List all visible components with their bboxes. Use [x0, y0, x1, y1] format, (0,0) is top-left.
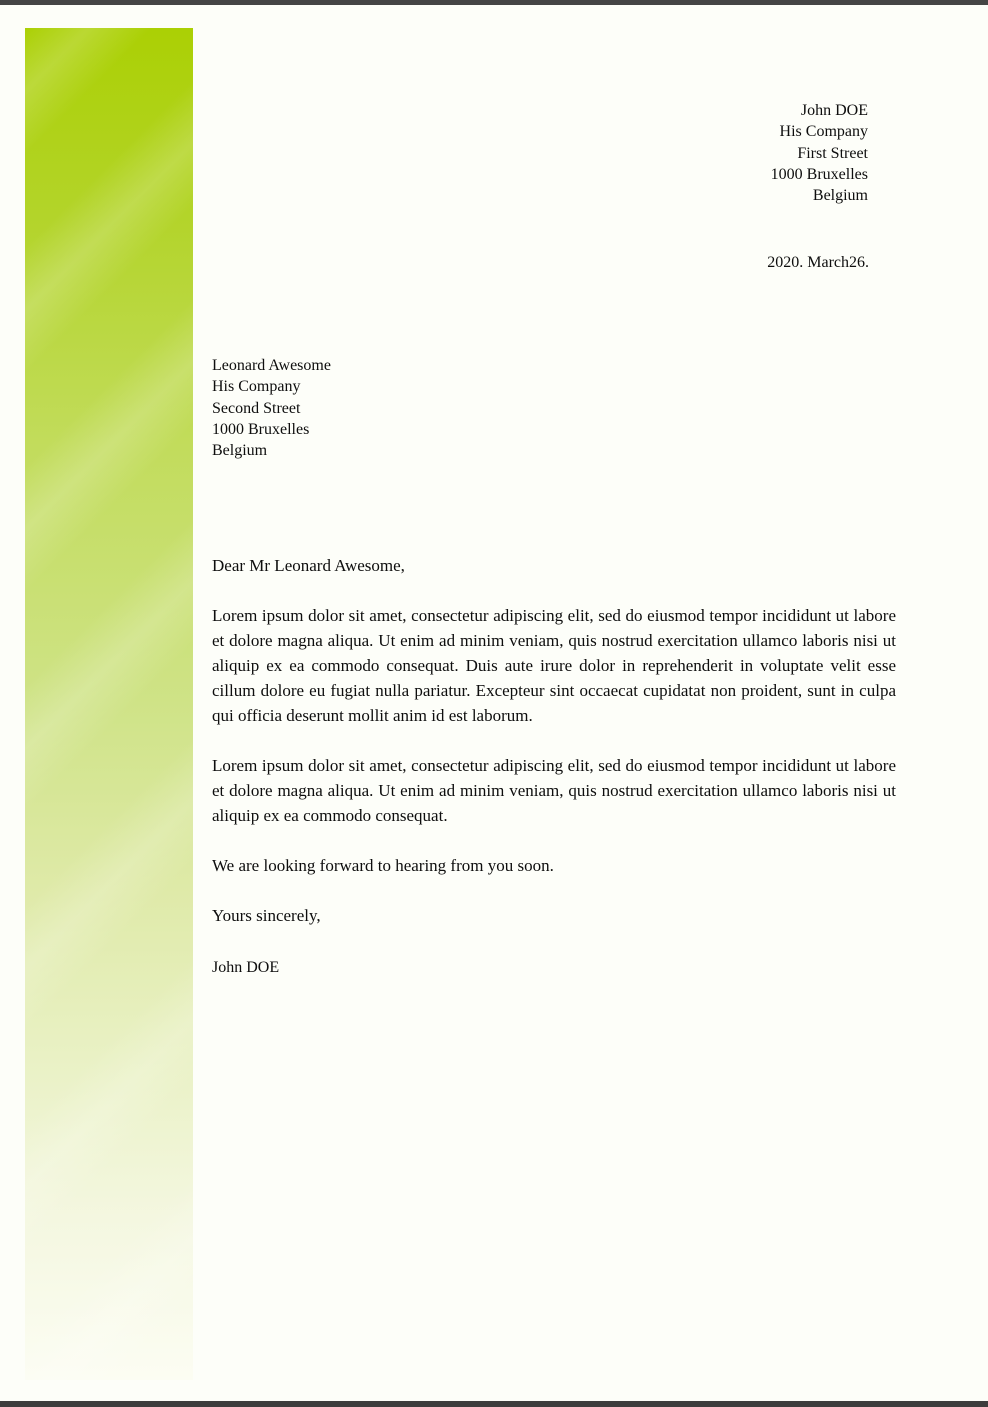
top-edge-line [0, 0, 988, 5]
recipient-name: Leonard Awesome [212, 357, 331, 374]
date-text: 2020. March26. [767, 254, 869, 271]
sender-city: 1000 Bruxelles [770, 165, 868, 183]
green-gradient-sidebar [25, 28, 193, 1380]
sender-street: First Street [797, 144, 868, 162]
closing-line: We are looking forward to hearing from you soon. [212, 856, 554, 875]
recipient-city: 1000 Bruxelles [212, 420, 310, 438]
sender-name: John DOE [800, 102, 868, 119]
salutation: Dear Mr Leonard Awesome, [212, 556, 405, 575]
sender-company: His Company [779, 123, 868, 141]
recipient-address-block [212, 355, 331, 461]
body-paragraph-1: Lorem ipsum dolor sit amet, consectetur adipiscing elit, sed do eiusmod tempor incididunt ut labore et dolore magna aliqua. Ut enim ad minim veniam, quis nostrud exercitation ullamco laboris nisi ut aliquip ex ea commodo consequat. Duis aute irure dolor in reprehenderit in voluptate velit esse cillum dolore eu fugiat nulla pariatur. Excepteur sint occaecat cupidatat non proident, sunt in culpa qui officia deserunt mollit anim id est laborum. [212, 606, 896, 725]
signoff: Yours sincerely, [212, 906, 321, 925]
sender-address-block [771, 100, 868, 206]
recipient-street: Second Street [212, 399, 301, 417]
letter-body [212, 553, 896, 980]
bottom-edge-line [0, 1401, 988, 1407]
sender-country: Belgium [812, 187, 868, 205]
signature-name: John DOE [212, 959, 280, 976]
recipient-country: Belgium [212, 442, 268, 460]
recipient-company: His Company [212, 378, 301, 396]
body-paragraph-2: Lorem ipsum dolor sit amet, consectetur adipiscing elit, sed do eiusmod tempor incididunt ut labore et dolore magna aliqua. Ut enim ad minim veniam, quis nostrud exercitation ullamco laboris nisi ut aliquip ex ea commodo consequat. [212, 756, 896, 825]
